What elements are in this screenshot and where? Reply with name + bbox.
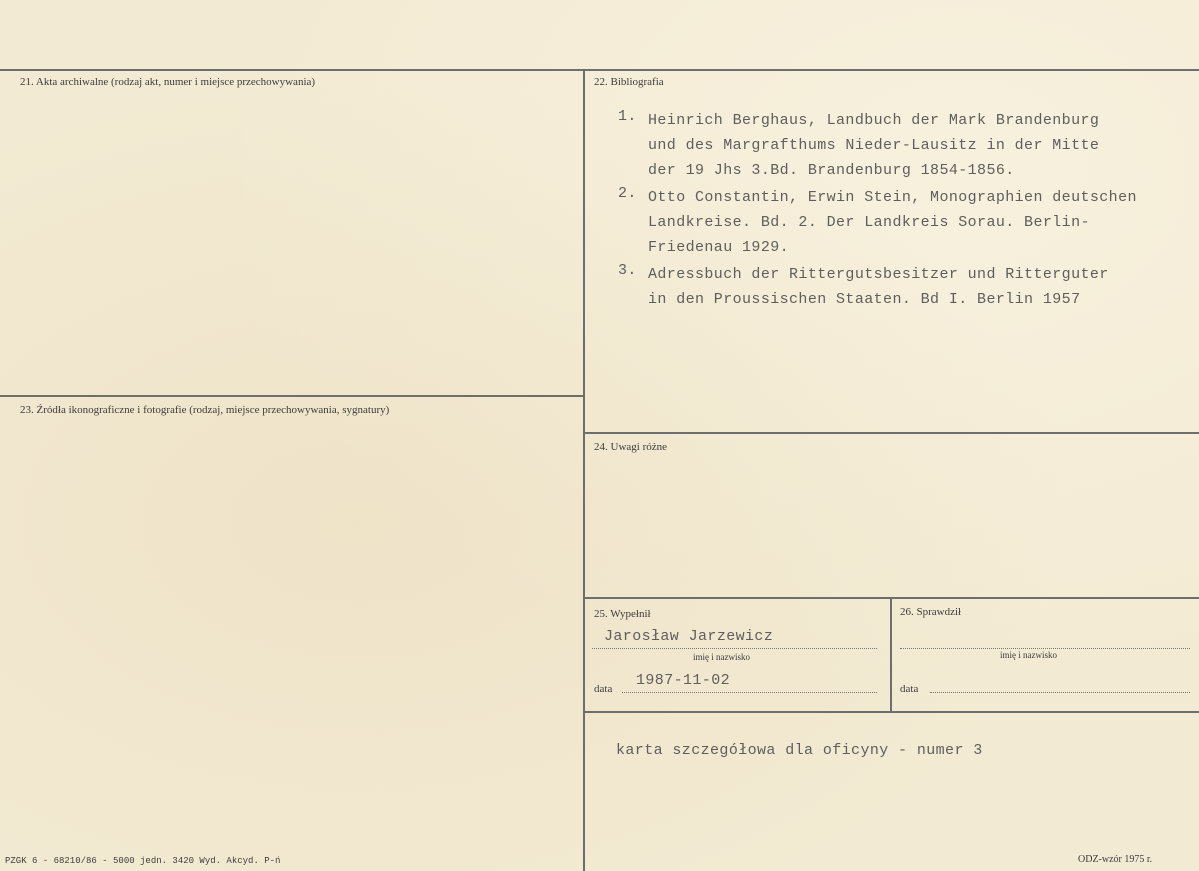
- filled-by-name: Jarosław Jarzewicz: [604, 628, 774, 645]
- field-23-label: 23. Źródła ikonograficzne i fotografie (rodzaj, miejsce przechowywania, sygnatury): [20, 404, 390, 416]
- bibliography-line: Friedenau 1929.: [648, 239, 790, 256]
- bibliography-line: Otto Constantin, Erwin Stein, Monographien deutschen: [648, 189, 1137, 206]
- bibliography-line: Landkreise. Bd. 2. Der Landkreis Sorau. Berlin-: [648, 214, 1090, 231]
- divider-25-26: [890, 598, 892, 712]
- field-21-label: 21. Akta archiwalne (rodzaj akt, numer i miejsce przechowywania): [20, 76, 316, 88]
- filled-by-name-line: [592, 648, 877, 649]
- bibliography-item: [618, 262, 1137, 312]
- checked-by-name-line: [900, 648, 1190, 649]
- bibliography-number: 2.: [618, 185, 637, 202]
- bibliography-number: 1.: [618, 108, 637, 125]
- top-border: [0, 69, 1199, 71]
- filled-by-date-label: data: [594, 683, 613, 695]
- bibliography-item: [618, 185, 1137, 260]
- field-25-label: 25. Wypełnił: [594, 608, 651, 620]
- bibliography-item: [618, 108, 1137, 183]
- right-divider-24: [584, 432, 1199, 434]
- bibliography-line: der 19 Jhs 3.Bd. Brandenburg 1854-1856.: [648, 162, 1015, 179]
- bibliography-line: Heinrich Berghaus, Landbuch der Mark Brandenburg: [648, 112, 1100, 129]
- bibliography-line: Adressbuch der Rittergutsbesitzer und Ritterguter: [648, 266, 1109, 283]
- filled-by-date: 1987-11-02: [636, 672, 731, 689]
- checked-by-name-caption: imię i nazwisko: [1000, 650, 1057, 660]
- left-mid-divider: [0, 395, 584, 397]
- bibliography-list: [618, 108, 1137, 314]
- checked-by-date-line: [930, 692, 1190, 693]
- bibliography-number: 3.: [618, 262, 637, 279]
- filled-by-name-caption: imię i nazwisko: [693, 652, 750, 662]
- right-divider-note: [584, 711, 1199, 713]
- center-divider: [583, 69, 585, 871]
- field-24-label: 24. Uwagi różne: [594, 441, 668, 453]
- bibliography-line: in den Proussischen Staaten. Bd I. Berlin 1957: [648, 291, 1081, 308]
- footer-form-id: ODZ-wzór 1975 r.: [1078, 854, 1153, 865]
- filled-by-date-line: [622, 692, 877, 693]
- field-22-label: 22. Bibliografia: [594, 76, 664, 88]
- checked-by-date-label: data: [900, 683, 919, 695]
- card-note: karta szczegółowa dla oficyny - numer 3: [616, 742, 983, 759]
- field-26-label: 26. Sprawdził: [900, 606, 962, 618]
- bibliography-line: und des Margrafthums Nieder-Lausitz in der Mitte: [648, 137, 1100, 154]
- footer-print-info: PZGK 6 - 68210/86 - 5000 jedn. 3420 Wyd. Akcyd. P-ń: [5, 856, 281, 866]
